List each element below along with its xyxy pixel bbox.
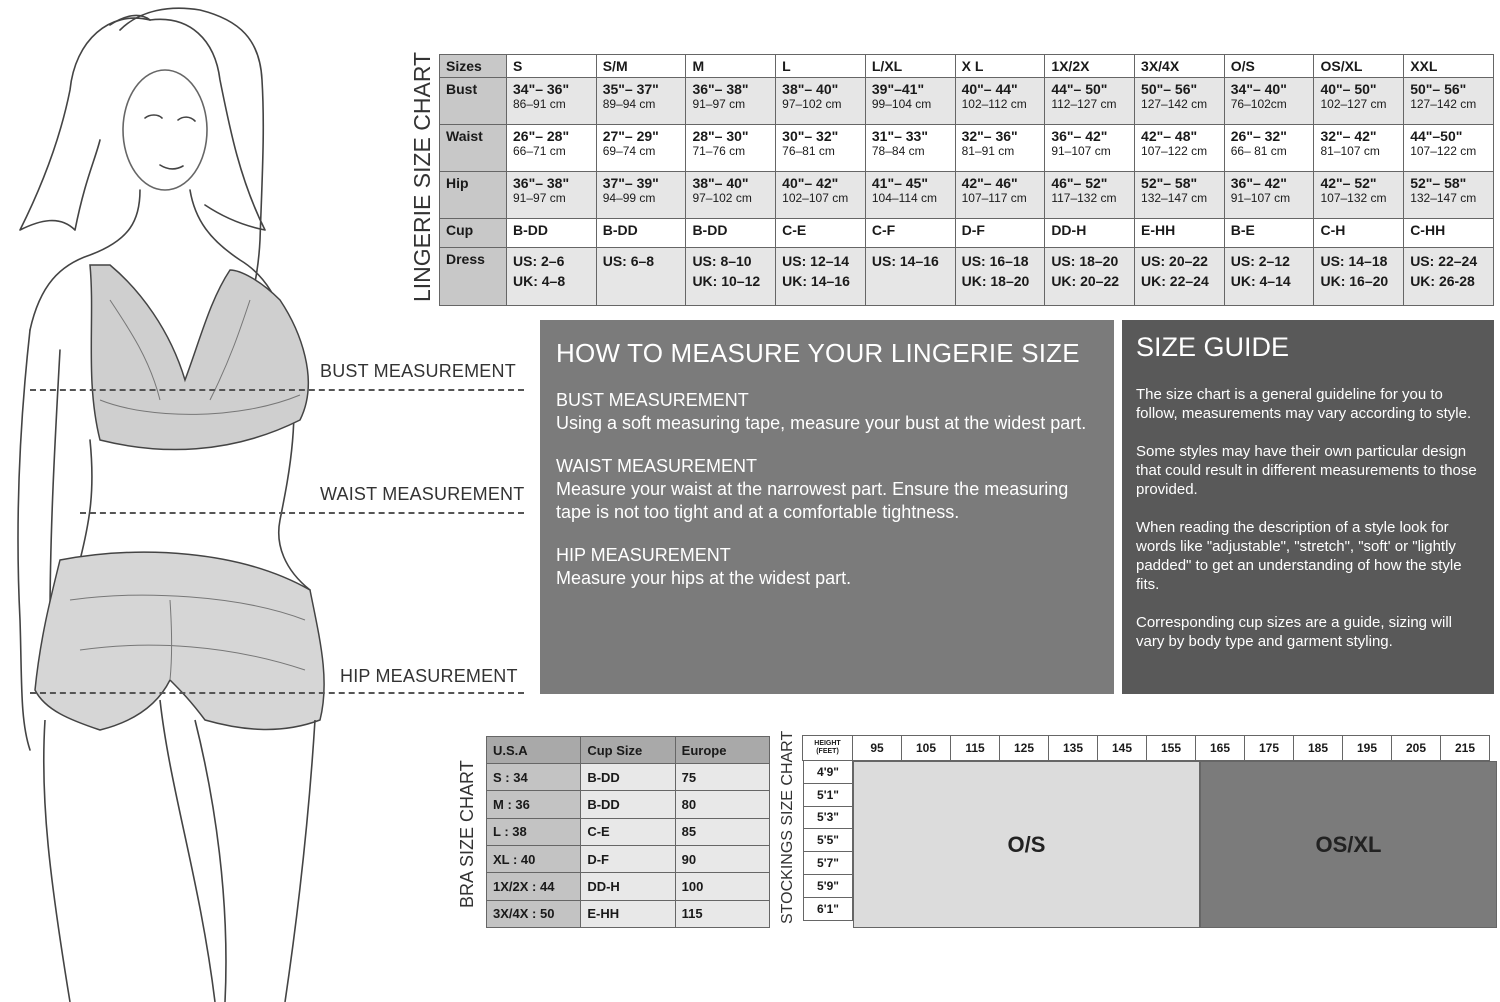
- bra-row: [487, 818, 770, 845]
- height-corner-cell: [802, 735, 853, 761]
- size-cell: [686, 78, 776, 125]
- size-cell: [686, 219, 776, 248]
- how-to-section-text: Measure your waist at the narrowest part. Ensure the measuring tape is not too tight and at a comfortable tightness.: [556, 479, 1069, 522]
- weight-header-cell: 165: [1195, 735, 1245, 761]
- size-cell: [1404, 125, 1494, 172]
- size-header-cell: OS/XL: [1314, 55, 1404, 78]
- size-cell-sub: 81–107 cm: [1320, 144, 1380, 159]
- weight-header-cell: 185: [1293, 735, 1343, 761]
- size-cell: [1045, 125, 1135, 172]
- size-cell-main: 34"– 40": [1230, 81, 1287, 97]
- size-cell-sub: 91–107 cm: [1230, 191, 1291, 206]
- size-cell-main: 36"– 42": [1051, 128, 1108, 145]
- waist-measurement-label: WAIST MEASUREMENT: [320, 484, 525, 504]
- size-cell-sub: 117–132 cm: [1051, 191, 1117, 206]
- size-cell-main: 50"– 56": [1410, 81, 1467, 97]
- height-cell: 4'9": [803, 760, 853, 784]
- size-cell-main: 36"– 38": [513, 175, 570, 192]
- size-cell: [1314, 219, 1404, 248]
- size-row-dress: [440, 247, 1494, 305]
- bra-cell: XL : 40: [487, 845, 581, 872]
- size-cell-sub: 102–127 cm: [1320, 97, 1387, 111]
- size-guide-title: SIZE GUIDE: [1136, 332, 1290, 362]
- size-cell: [596, 78, 686, 125]
- size-cell: [507, 247, 597, 305]
- size-cell-sub: 127–142 cm: [1141, 97, 1208, 111]
- size-cell-main: 31"– 33": [871, 128, 928, 145]
- size-cell: [507, 125, 597, 172]
- stockings-zone-osxl: OS/XL: [1200, 761, 1497, 928]
- size-cell: [1404, 172, 1494, 219]
- size-header-cell: L/XL: [865, 55, 955, 78]
- size-cell-main: 40"– 42": [782, 175, 839, 192]
- bra-header-cell: Cup Size: [581, 737, 675, 764]
- size-cell: [776, 78, 866, 125]
- size-cell-sub: 86–91 cm: [513, 97, 566, 111]
- size-row-hip: [440, 172, 1494, 219]
- bra-chart-title: BRA SIZE CHART: [457, 760, 477, 908]
- size-header-cell: X L: [955, 55, 1045, 78]
- weight-header-cell: 135: [1048, 735, 1098, 761]
- row-label: Waist: [440, 125, 507, 172]
- size-cell-main: US: 6–8: [602, 252, 655, 269]
- size-cell-main: 32"– 36": [961, 128, 1018, 145]
- size-cell-sub: 102–112 cm: [961, 97, 1027, 111]
- size-cell: [1224, 219, 1314, 248]
- size-row-waist: [440, 125, 1494, 172]
- weight-header-cell: 95: [852, 735, 902, 761]
- size-cell-main: 46"– 52": [1051, 175, 1108, 192]
- how-to-section: [556, 544, 1098, 590]
- size-cell-sub: 97–102 cm: [782, 97, 842, 111]
- size-cell-main: US: 22–24: [1410, 252, 1478, 269]
- size-cell: [507, 219, 597, 248]
- size-cell-main: US: 18–20: [1051, 252, 1119, 269]
- size-cell: [776, 125, 866, 172]
- how-to-section-text: Measure your hips at the widest part.: [556, 568, 852, 588]
- size-cell-sub: 107–122 cm: [1410, 144, 1477, 159]
- size-header-cell: O/S: [1224, 55, 1314, 78]
- size-cell-main: 27"– 29": [602, 128, 659, 145]
- weight-header-cell: 175: [1244, 735, 1294, 761]
- size-cell-main: US: 14–18: [1320, 252, 1388, 269]
- bra-cell: M : 36: [487, 791, 581, 818]
- size-cell: [1404, 219, 1494, 248]
- size-guide-panel: [1122, 320, 1494, 694]
- size-cell-sub: 112–127 cm: [1051, 97, 1117, 111]
- size-cell: [1045, 172, 1135, 219]
- size-cell-main: US: 8–10: [692, 252, 752, 269]
- size-cell: [507, 78, 597, 125]
- size-cell: [955, 125, 1045, 172]
- bra-row: [487, 791, 770, 818]
- size-cell-main: 52"– 58": [1410, 175, 1467, 192]
- size-cell: [1135, 247, 1225, 305]
- size-cell-main: B-DD: [692, 222, 728, 239]
- size-cell-sub: 89–94 cm: [602, 97, 656, 111]
- size-cell-sub: 76–81 cm: [782, 144, 835, 159]
- size-cell-sub: UK: 16–20: [1320, 272, 1389, 289]
- size-cell: [686, 172, 776, 219]
- size-cell-sub: UK: 14–16: [782, 272, 850, 289]
- size-cell-main: 38"– 40": [782, 81, 839, 97]
- height-cell: 5'1": [803, 783, 853, 807]
- size-guide-paragraph: The size chart is a general guideline for you to follow, measurements may vary according to style.: [1136, 386, 1472, 422]
- size-cell-main: 40"– 44": [961, 81, 1018, 97]
- waist-measurement-line: [80, 512, 524, 514]
- size-cell-sub: 94–99 cm: [602, 191, 656, 206]
- size-cell-sub: 76–102cm: [1230, 97, 1287, 111]
- height-cell: 5'5": [803, 828, 853, 852]
- size-cell-sub: 107–132 cm: [1320, 191, 1387, 206]
- sizes-header-row: [440, 55, 1494, 78]
- bra-row: [487, 764, 770, 791]
- bra-cell: C-E: [581, 818, 675, 845]
- height-cell: 5'7": [803, 851, 853, 875]
- size-cell: [1314, 78, 1404, 125]
- row-label: Hip: [440, 172, 507, 219]
- weight-header-cell: 205: [1391, 735, 1441, 761]
- size-cell-main: 32"– 42": [1320, 128, 1377, 145]
- size-cell: [865, 219, 955, 248]
- bra-row: [487, 873, 770, 900]
- size-cell-sub: UK: 22–24: [1141, 272, 1209, 289]
- size-cell-sub: UK: 20–22: [1051, 272, 1120, 289]
- bra-row: [487, 845, 770, 872]
- size-cell-main: 44"– 50": [1051, 81, 1108, 97]
- size-cell: [1404, 247, 1494, 305]
- size-cell: [1224, 125, 1314, 172]
- bra-cell: S : 34: [487, 764, 581, 791]
- size-cell-main: US: 2–12: [1230, 252, 1290, 269]
- how-to-section: [556, 389, 1098, 435]
- size-cell: [1224, 78, 1314, 125]
- size-cell-sub: 107–122 cm: [1141, 144, 1208, 159]
- lingerie-size-table: [439, 54, 1494, 306]
- bra-cell: 115: [675, 900, 769, 927]
- row-label: Dress: [440, 247, 507, 305]
- size-cell: [507, 172, 597, 219]
- size-cell: [1314, 125, 1404, 172]
- size-cell-sub: 91–97 cm: [692, 97, 746, 111]
- size-cell-main: 38"– 40": [692, 175, 749, 192]
- how-to-measure-panel: [540, 320, 1114, 694]
- size-cell-main: US: 12–14: [782, 252, 850, 269]
- size-cell-sub: 91–97 cm: [513, 191, 566, 206]
- size-row-bust: [440, 78, 1494, 125]
- size-cell: [1135, 125, 1225, 172]
- bra-cell: DD-H: [581, 873, 675, 900]
- hip-measurement-line: [30, 692, 524, 694]
- size-cell-main: C-E: [782, 222, 807, 239]
- bra-cell: L : 38: [487, 818, 581, 845]
- size-cell-main: 42"– 46": [961, 175, 1018, 192]
- weight-header-cell: 115: [950, 735, 1000, 761]
- size-cell: [1045, 247, 1135, 305]
- size-cell-main: C-H: [1320, 222, 1346, 239]
- size-cell: [776, 219, 866, 248]
- size-cell-main: 26"– 32": [1230, 128, 1287, 145]
- size-cell-main: 39"–41": [871, 81, 925, 97]
- size-cell-sub: 104–114 cm: [871, 191, 938, 206]
- size-cell: [865, 172, 955, 219]
- bust-measurement-label: BUST MEASUREMENT: [320, 361, 516, 381]
- size-cell: [1135, 172, 1225, 219]
- size-cell-sub: 132–147 cm: [1141, 191, 1208, 206]
- size-cell-main: 28"– 30": [692, 128, 749, 145]
- size-cell-main: B-E: [1230, 222, 1255, 239]
- size-cell-main: 44"–50": [1410, 128, 1463, 145]
- size-cell: [776, 247, 866, 305]
- size-cell-main: 36"– 42": [1230, 175, 1287, 192]
- size-cell-sub: UK: 26-28: [1410, 272, 1475, 289]
- bra-cell: 75: [675, 764, 769, 791]
- size-cell-main: US: 20–22: [1141, 252, 1208, 269]
- size-cell-main: 37"– 39": [602, 175, 659, 192]
- size-cell-sub: UK: 18–20: [961, 272, 1030, 289]
- size-header-cell: M: [686, 55, 776, 78]
- size-header-cell: S/M: [596, 55, 686, 78]
- bra-header-cell: U.S.A: [487, 737, 581, 764]
- stockings-height-column: [803, 761, 853, 921]
- size-guide-paragraph: Corresponding cup sizes are a guide, sizing will vary by body type and garment styling.: [1136, 614, 1452, 650]
- how-to-section-text: Using a soft measuring tape, measure your bust at the widest part.: [556, 413, 1087, 433]
- size-cell-sub: 66– 81 cm: [1230, 144, 1287, 159]
- size-cell-main: B-DD: [602, 222, 638, 239]
- size-cell-sub: 71–76 cm: [692, 144, 746, 159]
- bra-cell: E-HH: [581, 900, 675, 927]
- lingerie-chart-title: LINGERIE SIZE CHART: [409, 51, 435, 302]
- size-row-cup: [440, 219, 1494, 248]
- size-cell-main: 40"– 50": [1320, 81, 1377, 97]
- height-cell: 5'3": [803, 806, 853, 830]
- size-cell-main: C-HH: [1410, 222, 1446, 239]
- bra-cell: 100: [675, 873, 769, 900]
- bra-cell: B-DD: [581, 764, 675, 791]
- corner-label-top: HEIGHT: [814, 740, 841, 747]
- size-cell-main: 30"– 32": [782, 128, 839, 145]
- size-cell-main: US: 2–6: [513, 252, 565, 269]
- stockings-zone-os: O/S: [853, 761, 1200, 928]
- size-cell-sub: 91–107 cm: [1051, 144, 1111, 159]
- size-cell: [1045, 219, 1135, 248]
- size-cell: [1404, 78, 1494, 125]
- size-cell: [865, 78, 955, 125]
- size-cell: [596, 219, 686, 248]
- size-guide-paragraph: When reading the description of a style look for words like "adjustable", "stretch", "soft' or "lightly padded" to get an understanding of how the style fits.: [1136, 519, 1462, 593]
- stockings-chart-title: STOCKINGS SIZE CHART: [779, 730, 796, 924]
- size-cell-sub: 127–142 cm: [1410, 97, 1477, 111]
- bra-row: [487, 900, 770, 927]
- bra-cell: 80: [675, 791, 769, 818]
- how-to-section-heading: HIP MEASUREMENT: [556, 545, 731, 565]
- how-to-measure-title: HOW TO MEASURE YOUR LINGERIE SIZE: [556, 338, 1080, 368]
- size-cell-sub: 69–74 cm: [602, 144, 656, 159]
- size-cell-sub: 81–91 cm: [961, 144, 1015, 159]
- size-cell-sub: UK: 10–12: [692, 272, 761, 289]
- bust-measurement-line: [30, 389, 524, 391]
- size-cell: [955, 247, 1045, 305]
- size-cell-sub: UK: 4–14: [1230, 272, 1291, 289]
- height-cell: 5'9": [803, 874, 853, 898]
- bra-size-table: [486, 736, 770, 928]
- size-cell-main: 34"– 36": [513, 81, 570, 97]
- size-cell-main: D-F: [961, 222, 985, 239]
- size-cell-sub: 99–104 cm: [871, 97, 932, 111]
- size-cell-main: 35"– 37": [602, 81, 659, 97]
- size-header-cell: 1X/2X: [1045, 55, 1135, 78]
- size-cell-main: DD-H: [1051, 222, 1087, 239]
- size-guide-paragraph: Some styles may have their own particular design that could result in different measurements to those provided.: [1136, 443, 1477, 498]
- size-cell-sub: 107–117 cm: [961, 191, 1027, 206]
- size-cell-main: 26"– 28": [513, 128, 570, 145]
- size-cell: [1314, 172, 1404, 219]
- size-cell: [955, 172, 1045, 219]
- size-cell-sub: 78–84 cm: [871, 144, 925, 159]
- size-cell: [1045, 78, 1135, 125]
- size-cell: [596, 172, 686, 219]
- row-label: Cup: [440, 219, 507, 248]
- bra-header-row: [487, 737, 770, 764]
- size-cell-main: C-F: [871, 222, 896, 239]
- size-cell: [686, 247, 776, 305]
- size-cell-main: 36"– 38": [692, 81, 749, 97]
- stockings-weight-header: [803, 735, 1497, 761]
- size-cell-main: 41"– 45": [871, 175, 928, 192]
- size-header-cell: L: [776, 55, 866, 78]
- weight-header-cell: 215: [1440, 735, 1490, 761]
- size-cell: [955, 78, 1045, 125]
- size-cell-main: B-DD: [513, 222, 548, 239]
- hip-measurement-label: HIP MEASUREMENT: [340, 666, 518, 686]
- size-cell: [596, 125, 686, 172]
- weight-header-cell: 105: [901, 735, 951, 761]
- size-cell-sub: 102–107 cm: [782, 191, 849, 206]
- size-cell: [686, 125, 776, 172]
- height-cell: 6'1": [803, 897, 853, 921]
- size-cell-sub: 132–147 cm: [1410, 191, 1477, 206]
- weight-header-cell: 145: [1097, 735, 1147, 761]
- size-cell-main: 42"– 52": [1320, 175, 1377, 192]
- size-cell: [1224, 247, 1314, 305]
- weight-header-cell: 125: [999, 735, 1049, 761]
- size-cell: [776, 172, 866, 219]
- corner-label-bottom: (FEET): [816, 748, 839, 755]
- size-cell-main: E-HH: [1141, 222, 1176, 239]
- size-cell-main: US: 14–16: [871, 252, 939, 269]
- bra-header-cell: Europe: [675, 737, 769, 764]
- how-to-section: [556, 455, 1098, 524]
- how-to-section-heading: WAIST MEASUREMENT: [556, 456, 758, 476]
- size-cell: [1224, 172, 1314, 219]
- bra-cell: 1X/2X : 44: [487, 873, 581, 900]
- size-cell: [596, 247, 686, 305]
- size-cell-main: 52"– 58": [1141, 175, 1198, 192]
- size-header-cell: XXL: [1404, 55, 1494, 78]
- size-cell: [865, 247, 955, 305]
- size-cell: [865, 125, 955, 172]
- bra-cell: 90: [675, 845, 769, 872]
- size-cell-main: 50"– 56": [1141, 81, 1198, 97]
- size-cell: [1314, 247, 1404, 305]
- how-to-section-heading: BUST MEASUREMENT: [556, 390, 749, 410]
- size-cell: [1135, 219, 1225, 248]
- size-cell-main: US: 16–18: [961, 252, 1029, 269]
- bra-cell: D-F: [581, 845, 675, 872]
- size-cell-main: 42"– 48": [1141, 128, 1198, 145]
- size-cell-sub: UK: 4–8: [513, 272, 566, 289]
- weight-header-cell: 195: [1342, 735, 1392, 761]
- size-cell-sub: 66–71 cm: [513, 144, 566, 159]
- size-cell: [1135, 78, 1225, 125]
- sizes-header-label: Sizes: [440, 55, 507, 78]
- size-cell: [955, 219, 1045, 248]
- bra-cell: 3X/4X : 50: [487, 900, 581, 927]
- weight-header-cell: 155: [1146, 735, 1196, 761]
- bra-cell: B-DD: [581, 791, 675, 818]
- size-cell-sub: 97–102 cm: [692, 191, 752, 206]
- size-header-cell: S: [507, 55, 597, 78]
- size-header-cell: 3X/4X: [1135, 55, 1225, 78]
- bra-cell: 85: [675, 818, 769, 845]
- row-label: Bust: [440, 78, 507, 125]
